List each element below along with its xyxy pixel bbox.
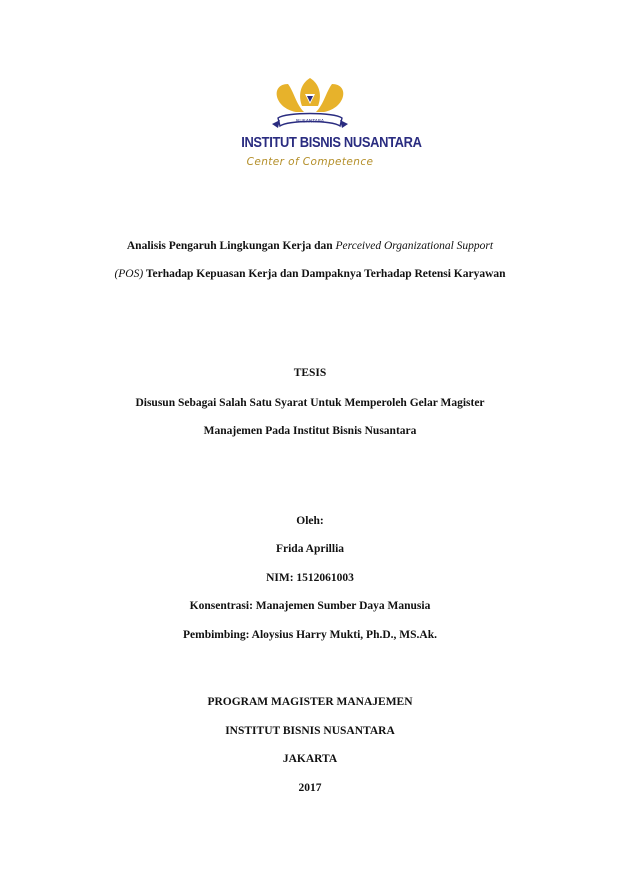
author-by-label: Oleh: <box>296 515 324 527</box>
title-abbreviation: (POS) <box>114 268 144 280</box>
document-type-label: TESIS <box>293 367 327 379</box>
institution-logo <box>230 74 422 178</box>
thesis-title-line-2 <box>0 267 620 281</box>
logo-institution-name: INSTITUT BISNIS NUSANTARA <box>241 134 422 151</box>
author-concentration: Konsentrasi: Manajemen Sumber Daya Manusia <box>189 600 431 612</box>
title-italic-term: Perceived Organizational Support <box>335 240 494 252</box>
institution-name: INSTITUT BISNIS NUSANTARA <box>225 725 395 737</box>
thesis-title-line-1 <box>0 239 620 253</box>
right-petal-shape <box>316 84 343 112</box>
thesis-purpose-line-1: Disusun Sebagai Salah Satu Syarat Untuk Memperoleh Gelar Magister <box>135 397 485 409</box>
title-suffix: Terhadap Kepuasan Kerja dan Dampaknya Terhadap Retensi Karyawan <box>143 268 506 280</box>
ribbon-left-tail <box>272 120 280 128</box>
institution-city: JAKARTA <box>282 753 338 765</box>
title-prefix: Analisis Pengaruh Lingkungan Kerja dan <box>126 240 336 252</box>
emblem-ribbon-text: NUSANTARA <box>295 119 325 125</box>
logo-tagline: Center of Competence <box>246 156 374 168</box>
lotus-emblem-icon <box>230 74 390 136</box>
author-supervisor: Pembimbing: Aloysius Harry Mukti, Ph.D., MS.Ak. <box>183 629 437 641</box>
thesis-purpose-line-2: Manajemen Pada Institut Bisnis Nusantara <box>203 425 417 437</box>
left-petal-shape <box>277 84 304 112</box>
program-name: PROGRAM MAGISTER MANAJEMEN <box>207 696 413 708</box>
author-name: Frida Aprillia <box>275 543 345 555</box>
submission-year: 2017 <box>298 782 322 794</box>
author-nim: NIM: 1512061003 <box>266 572 354 584</box>
ribbon-right-tail <box>340 120 348 128</box>
